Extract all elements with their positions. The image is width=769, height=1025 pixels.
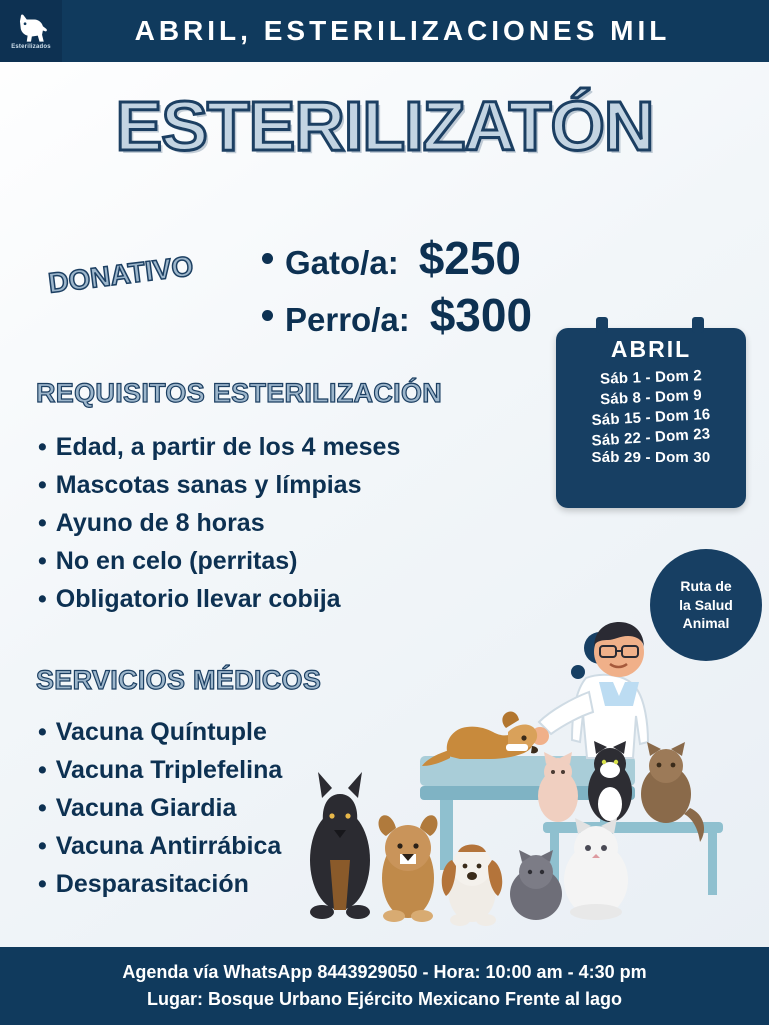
dog-doberman xyxy=(310,772,370,919)
badge-line-2: la Salud xyxy=(679,596,733,613)
bullet-icon xyxy=(262,310,273,321)
calendar-row: Sáb 29 - Dom 30 xyxy=(591,449,711,466)
cat-white-sitting xyxy=(564,818,628,920)
calendar-row: Sáb 22 - Dom 23 xyxy=(591,425,711,450)
calendar-card xyxy=(556,328,746,508)
list-item: • Vacuna Quíntuple xyxy=(38,718,282,747)
table-leg xyxy=(440,800,453,870)
price-row-cat xyxy=(262,231,521,285)
patient-dog-eye xyxy=(521,735,526,740)
patient-dog-ear xyxy=(502,711,519,728)
decorative-dot xyxy=(571,665,585,679)
list-item: • Vacuna Antirrábica xyxy=(38,832,282,861)
list-item: • No en celo (perritas) xyxy=(38,547,400,576)
calendar-row: Sáb 1 - Dom 2 xyxy=(599,367,703,388)
services-heading: SERVICIOS MÉDICOS xyxy=(36,665,322,695)
list-item: • Obligatorio llevar cobija xyxy=(38,585,400,614)
calendar-month: ABRIL xyxy=(610,336,692,362)
bullet-icon xyxy=(262,253,273,264)
bench-leg xyxy=(708,833,717,895)
footer-line-1: Agenda vía WhatsApp 8443929050 - Hora: 10:00 am - 4:30 pm xyxy=(122,962,647,982)
dog-bandage xyxy=(506,744,528,751)
calendar-row: Sáb 15 - Dom 16 xyxy=(591,405,711,430)
poster-footer xyxy=(0,947,769,1025)
veterinarian-illustration xyxy=(300,560,769,945)
donation-label: DONATIVO xyxy=(46,250,195,299)
badge-line-3: Animal xyxy=(682,615,730,632)
footer-line-2: Lugar: Bosque Urbano Ejército Mexicano Frente al lago xyxy=(146,989,623,1009)
calendar-ring-icon xyxy=(692,317,704,333)
header-title: ABRIL, ESTERILIZACIONES MIL xyxy=(134,15,671,46)
patient-dog-nose xyxy=(531,746,538,753)
list-item: • Desparasitación xyxy=(38,870,282,899)
list-item: • Vacuna Giardia xyxy=(38,794,282,823)
requirements-heading: REQUISITOS ESTERILIZACIÓN xyxy=(36,378,443,408)
price-amount-dog: $300 xyxy=(429,289,533,341)
poster-header xyxy=(0,0,769,62)
price-label-dog: Perro/a: xyxy=(285,301,410,338)
logo-text: Esterilizados xyxy=(11,43,51,50)
list-item: • Vacuna Triplefelina xyxy=(38,756,282,785)
list-item: • Ayuno de 8 horas xyxy=(38,509,400,538)
price-amount-cat: $250 xyxy=(418,232,522,284)
logo xyxy=(0,0,62,62)
dog-boxer xyxy=(379,815,438,922)
page-title: ESTERILIZATÓN xyxy=(115,87,654,165)
dog-silhouette-icon xyxy=(14,13,48,43)
list-item: • Mascotas sanas y límpias xyxy=(38,471,400,500)
list-item: • Edad, a partir de los 4 meses xyxy=(38,433,400,462)
services-list xyxy=(38,718,282,908)
badge-line-1: Ruta de xyxy=(680,577,732,594)
price-label-cat: Gato/a: xyxy=(285,244,399,281)
calendar-row: Sáb 8 - Dom 9 xyxy=(599,386,703,409)
calendar-ring-icon xyxy=(596,317,608,333)
price-row-dog xyxy=(262,288,532,342)
